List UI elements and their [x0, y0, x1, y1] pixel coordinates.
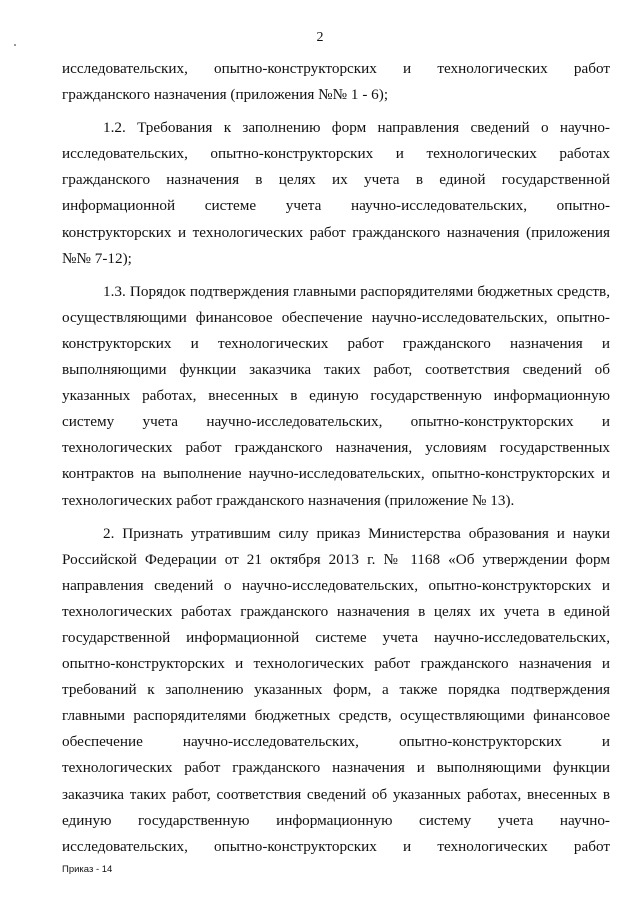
- document-body: [62, 56, 610, 860]
- paragraph-2: 2. Признать утратившим силу приказ Министерства образования и науки Российской Федерации от 21 октября 2013 г. № 1168 «Об утверждении форм направления сведений о научно-исследовательских, опытно-конструкторских и технологических работах гражданского назначения в целях их учета в единой государственной информационной системе учета научно-исследовательских, опытно-конструкторских и технологических работ гражданского назначения и требований к заполнению указанных форм, а также порядка подтверждения главными распорядителями бюджетных средств, осуществляющими финансовое обеспечение научно-исследовательских, опытно-конструкторских и технологических работ гражданского назначения и выполняющими функции заказчика таких работ, соответствия сведений об указанных работах, внесенных в единую государственную информационную систему учета научно-исследовательских, опытно-конструкторских и технологических работ: [62, 524, 610, 855]
- page-number: 2: [316, 30, 324, 45]
- paragraph-1-3: 1.3. Порядок подтверждения главными распорядителями бюджетных средств, осуществляющими финансовое обеспечение научно-исследовательских, опытно-конструкторских и технологических работ гражданского назначения и выполняющими функции заказчика таких работ, соответствия сведений об указанных работах, внесенных в единую государственную информационную систему учета научно-исследовательских, опытно-конструкторских и технологических работ гражданского назначения, условиям государственных контрактов на выполнение научно-исследовательских, опытно-конструкторских и технологических работ гражданского назначения (приложение № 13).: [62, 282, 610, 509]
- paragraph-1-2: 1.2. Требования к заполнению форм направления сведений о научно-исследовательских, опытно-конструкторских и технологических работах гражданского назначения в целях их учета в единой государственной информационной системе учета научно-исследовательских, опытно-конструкторских и технологических работ гражданского назначения (приложения №№ 7-12);: [62, 119, 610, 267]
- document-footer: Приказ - 14: [62, 864, 113, 875]
- paragraph-continuation: исследовательских, опытно-конструкторских и технологических работ гражданского назначения (приложения №№ 1 - 6);: [62, 60, 610, 104]
